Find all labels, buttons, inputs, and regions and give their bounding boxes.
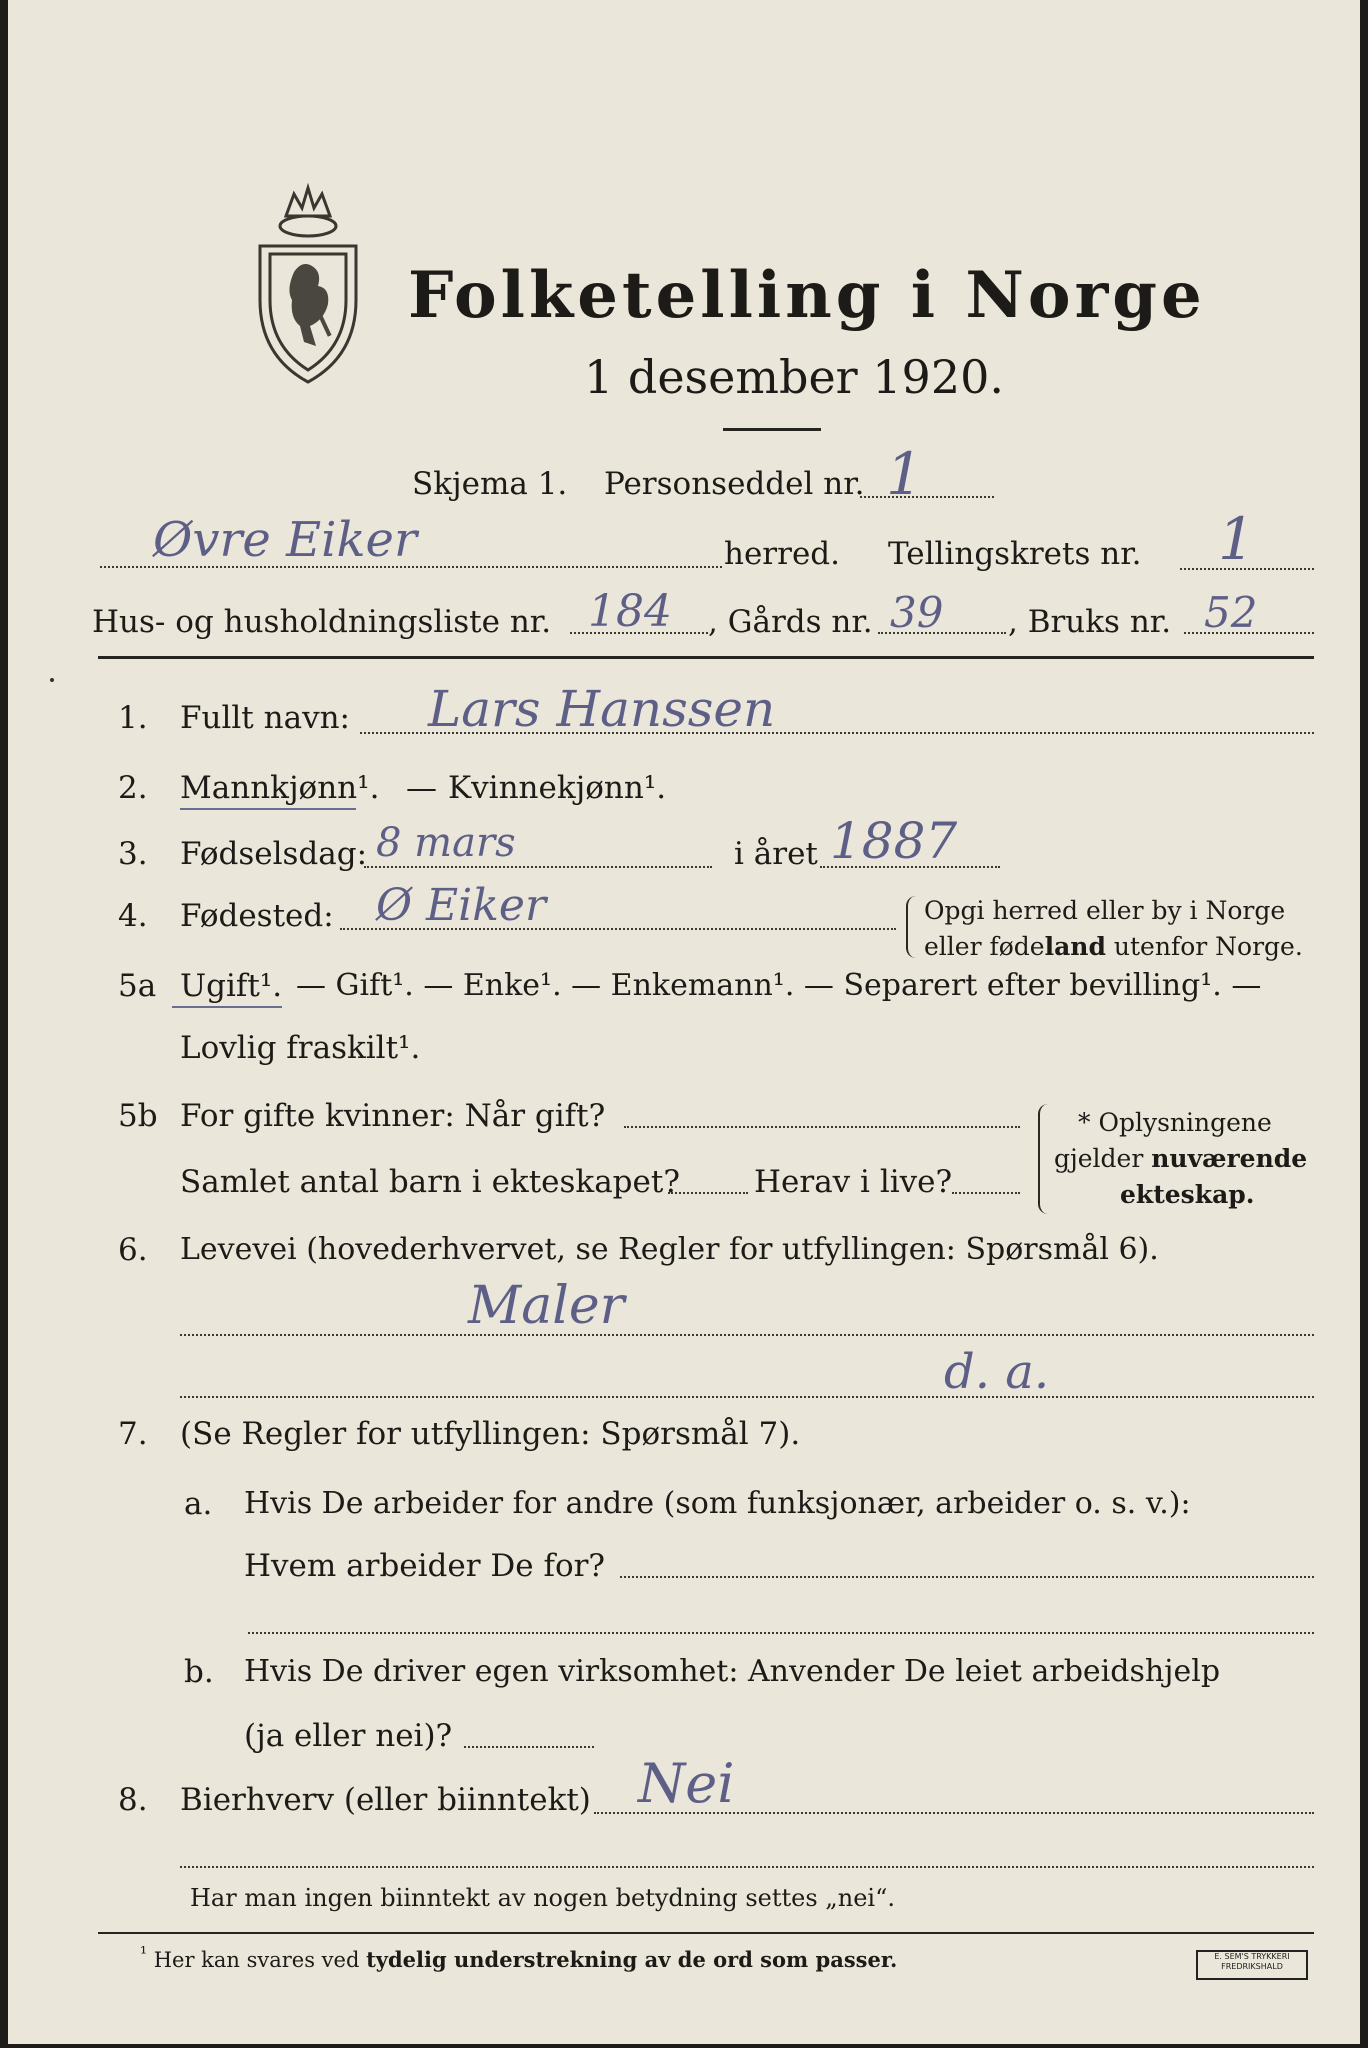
q5b-note-line1: * Oplysningene [1078,1108,1272,1137]
header-divider [98,656,1314,659]
q5b-label1: For gifte kvinner: Når gift? [180,1098,606,1134]
q7b-label: Hvis De driver egen virksomhet: Anvender De leiet arbeidshjelp [244,1654,1221,1689]
q7-number: 7. [118,1416,148,1452]
q4-note-line2-a: eller føde [924,932,1045,961]
bruks-value: 52 [1204,588,1258,637]
margin-mark [50,678,54,682]
q2-female: Kvinnekjønn¹. [448,770,667,806]
q5b-note-line2 [1054,1144,1307,1173]
q3-value: 8 mars [376,820,516,866]
q5b-label3: Herav i live? [754,1164,953,1200]
q2-number: 2. [118,770,148,806]
q5b-children-line [668,1192,748,1194]
q3-year-value: 1887 [830,812,958,870]
herred-label: herred. [724,536,840,572]
q5b-note-bracket [1038,1104,1052,1214]
q7a-letter: a. [184,1486,213,1522]
q5b-alive-line [952,1192,1020,1194]
q5b-number: 5b [118,1098,158,1134]
q3-label: Fødselsdag: [180,836,368,872]
tellingskrets-value: 1 [1218,505,1255,573]
q2-separator: — [406,770,437,806]
q5b-note-line2-bold: nuværende [1151,1144,1308,1173]
footnote-bold: tydelig understrekning av de ord som passer. [366,1947,898,1972]
herred-value: Øvre Eiker [153,512,417,568]
q7a-line2 [248,1632,1314,1634]
q5b-married-line [624,1126,1020,1128]
bruks-label: , Bruks nr. [1008,604,1172,640]
coat-of-arms-icon [246,180,370,390]
q1-number: 1. [118,700,148,736]
footnote-mark: ¹ [140,1944,148,1964]
q3-line [364,866,712,868]
q7-label: (Se Regler for utfyllingen: Spørsmål 7). [180,1416,801,1452]
q4-note-bracket [906,896,918,958]
q1-label: Fullt navn: [180,700,350,736]
hus-value: 184 [588,586,672,637]
q5a-ugift: Ugift¹. [180,968,283,1004]
gards-label: , Gårds nr. [708,604,873,640]
q2-male-underline [180,808,356,810]
q7a-sub: Hvem arbeider De for? [244,1548,606,1584]
q6-line2 [180,1396,1314,1398]
q6-label: Levevei (hovederhvervet, se Regler for utfyllingen: Spørsmål 6). [180,1232,1159,1267]
q7a-label: Hvis De arbeider for andre (som funksjonær, arbeider o. s. v.): [244,1486,1191,1521]
q8-number: 8. [118,1782,148,1818]
q4-note-line1: Opgi herred eller by i Norge [924,896,1286,925]
q3-year-label: i året [734,836,818,872]
footnote [140,1944,897,1972]
census-date: 1 desember 1920. [584,350,1004,404]
q5b-note-line3: ekteskap. [1120,1180,1255,1209]
footer-divider [98,1932,1314,1934]
footer-note: Har man ingen biinntekt av nogen betydning settes „nei“. [190,1884,895,1912]
form-title: Folketelling i Norge [408,258,1206,333]
tellingskrets-label: Tellingskrets nr. [888,536,1142,572]
q5b-note-line2-a: gjelder [1054,1144,1152,1173]
footnote-text: Her kan svares ved [153,1948,367,1972]
q4-label: Fødested: [180,898,334,934]
hus-label: Hus- og husholdningsliste nr. [92,604,552,640]
census-form [8,0,1360,2044]
q4-note-line2-bold: land [1044,932,1106,961]
q5a-ugift-underline [172,1006,282,1008]
q4-note-line2-c: utenfor Norge. [1105,932,1303,961]
q8-line2 [180,1866,1314,1868]
q4-note-line2 [924,932,1303,961]
q8-label: Bierhverv (eller biinntekt) [180,1782,591,1818]
q6-line1 [180,1334,1314,1336]
q3-number: 3. [118,836,148,872]
q6-value1: Maler [468,1276,625,1336]
q6-number: 6. [118,1232,148,1268]
personseddel-value: 1 [886,440,923,508]
q5a-number: 5a [118,968,157,1004]
personseddel-line [860,496,994,498]
q5a-options: — Gift¹. — Enke¹. — Enkemann¹. — Separert efter bevilling¹. — [296,968,1262,1003]
q5a-line2: Lovlig fraskilt¹. [180,1030,421,1066]
q8-value: Nei [638,1752,735,1815]
q7b-line [464,1746,594,1748]
personseddel-label: Personseddel nr. [604,466,865,502]
q2-male: Mannkjønn¹. [180,770,380,806]
gards-value: 39 [890,588,944,637]
q6-value2: d. a. [944,1344,1050,1400]
q7b-letter: b. [184,1654,214,1690]
q7a-line1 [620,1576,1314,1578]
q7b-sub: (ja eller nei)? [244,1718,453,1754]
skjema-label: Skjema 1. [412,466,568,502]
q1-value: Lars Hanssen [428,680,776,738]
q4-number: 4. [118,898,148,934]
q4-value: Ø Eiker [376,880,546,931]
q5b-label2: Samlet antal barn i ekteskapet? [180,1164,680,1200]
printer-stamp: E. SEM'S TRYKKERI FREDRIKSHALD [1196,1950,1308,1980]
title-divider [723,428,821,431]
